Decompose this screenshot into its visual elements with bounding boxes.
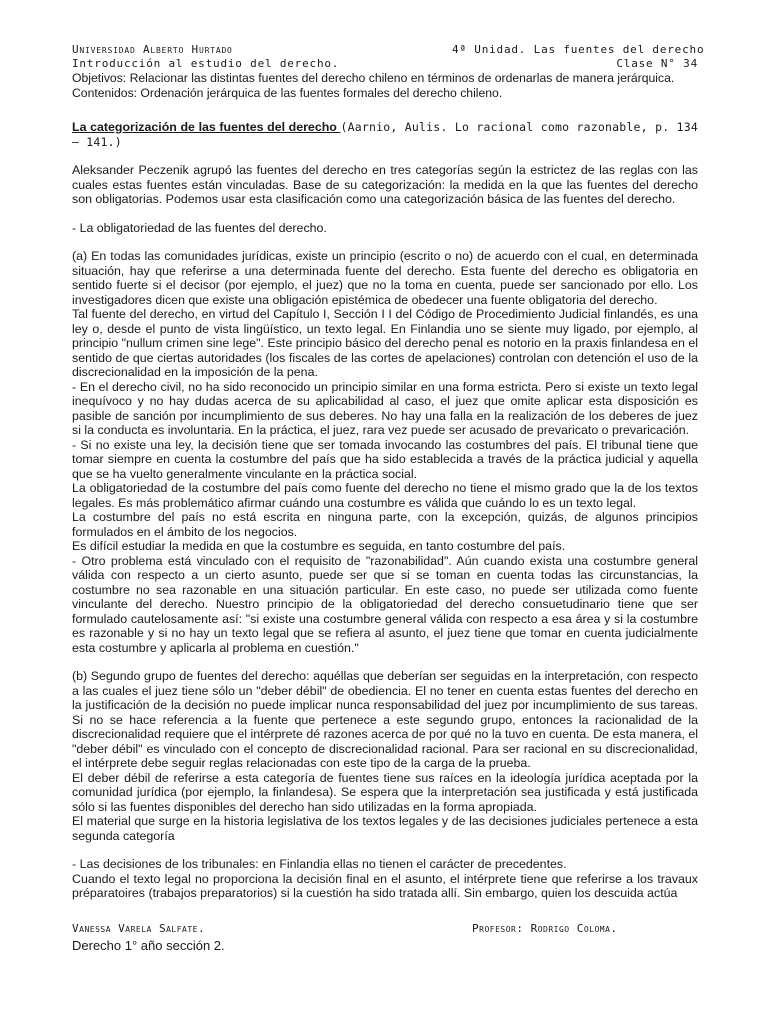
paragraph-a8: - Otro problema está vinculado con el requisito de "razonabilidad". Aún cuando exista una costumbre general válida con respecto a un cierto asunto, puede ser que si se toman en cuenta todas las circunstancias, la costumbre no sea razonable en una situación particular. En este caso, no puede ser utilizada como fuente vinculante del derecho. Nuestro principio de la obligatoriedad del derecho consuetudinario tiene que ser formulado cautelosamente así: "si existe una costumbre general válida con respecto a esa área y si la costumbre es razonable y si no hay un texto legal que se refiera al asunto, el juez tiene que tomar en cuenta judicialmente esta costumbre y aplicarla al problema en cuestión." — [72, 553, 698, 655]
paragraph-a5: La obligatoriedad de la costumbre del país como fuente del derecho no tiene el mismo grado que la de los textos legales. Es más problemático afirmar cuándo una costumbre es válida que cuándo lo es un texto legal. — [72, 481, 698, 510]
main-body — [72, 120, 698, 901]
professor-name: Profesor: Rodrigo Coloma. — [472, 922, 618, 935]
paragraph-b3: El material que surge en la historia legislativa de los textos legales y de las decisiones judiciales pertenece a esta segunda categoría — [72, 814, 698, 843]
paragraph-intro: Aleksander Peczenik agrupó las fuentes del derecho en tres categorías según la estrictez de las reglas con las cuales estas fuentes están vinculadas. Base de su categorización: la medida en la que las fuentes del derecho son obligatorias. Podemos usar esta clasificación como una categorización básica de las fuentes del derecho. — [72, 163, 698, 206]
student-name: Vanessa Varela Salfate. — [72, 922, 206, 935]
paragraph-a3: - En el derecho civil, no ha sido reconocido un principio similar en una forma estricta. Pero si existe un texto legal inequívoco y no hay dudas acerca de su aplicabilidad al caso, el juez que omite aplicar esta disposición es pasible de sanción por incumplimiento de sus deberes. No hay una falla en la realización de los deberes de juez si la conducta es involuntaria. En la práctica, el juez, rara vez puede ser acusado de prevaricato o prevaricación. — [72, 379, 698, 437]
paragraph-a7: Es difícil estudiar la medida en que la costumbre es seguida, en tanto costumbre del país. — [72, 539, 566, 553]
course-section: Derecho 1° año sección 2. — [72, 938, 225, 953]
section-heading — [72, 120, 698, 149]
header-line-2 — [72, 57, 700, 70]
paragraph-a4: - Si no existe una ley, la decisión tiene que ser tomada invocando las costumbres del país. El tribunal tiene que tomar siempre en cuenta la costumbre del país que ha sido establecida a través de la práctica judicial y aquella que se ha vuelto generalmente vinculante en la práctica social. — [72, 437, 698, 481]
paragraph-a2: Tal fuente del derecho, en virtud del Capítulo I, Sección I I del Código de Procedimiento Judicial finlandés, es una ley o, desde el punto de vista lingüístico, un texto legal. En Finlandia uno se siente muy ligado, por ejemplo, al principio "nullum crimen sine lege". Este principio básico del derecho penal es notorio en la praxis finlandesa en el sentido de que ciertas autoridades (los fiscales de las cortes de apelaciones) controlan con detención el uso de la discrecionalidad en la imposición de la pena. — [72, 307, 698, 379]
contents: Contenidos: Ordenación jerárquica de las fuentes formales del derecho chileno. — [72, 86, 503, 100]
header-line-1 — [72, 43, 705, 56]
footer — [72, 922, 700, 953]
paragraph-c1: - Las decisiones de los tribunales: en Finlandia ellas no tienen el carácter de precedentes. — [72, 857, 567, 871]
class-number: Clase N° 34 — [616, 57, 698, 70]
paragraph-b2: El deber débil de referirse a esta categoría de fuentes tiene sus raíces en la ideología jurídica aceptada por la comunidad jurídica (por ejemplo, la finlandesa). Se espera que la interpretación sea justificada y está justificada sólo si las fuentes disponibles del derecho han sido utilizadas en la forma apropiada. — [72, 770, 698, 814]
paragraph-b1: (b) Segundo grupo de fuentes del derecho: aquéllas que deberían ser seguidas en la interpretación, con respecto a las cuales el juez tiene sólo un "deber débil" de obediencia. El no tener en cuenta estas fuentes del derecho en la justificación de la decisión no puede implicar nunca responsabilidad del juez por incumplimiento de sus tareas. Si no se hace referencia a la fuente que pertenece a este segundo grupo, entonces la racionalidad de la discrecionalidad requiere que el intérprete dé razones acerca de por qué no la tuvo en cuenta. De esta manera, el "deber débil" es vinculado con el concepto de discrecionalidad racional. Para ser racional en su discrecionalidad, el intérprete debe seguir reglas relacionadas con este tipo de la carga de la prueba. — [72, 669, 698, 770]
university-name: Universidad Alberto Hurtado — [72, 43, 233, 56]
unit-title: 4ª Unidad. Las fuentes del derecho — [452, 43, 705, 56]
section-title: La categorización de las fuentes del derecho — [72, 120, 341, 134]
section-citation: (Aarnio, Aulis. Lo racional como razonable, p. 134 – 141.) — [72, 120, 698, 149]
paragraph-c2: Cuando el texto legal no proporciona la decisión final en el asunto, el intérprete tiene que referirse a los travaux préparatoires (trabajos preparatorios) si la cuestión ha sido tratada allí. Sin embargo, quien los descuida actúa — [72, 871, 698, 900]
paragraph-a1: (a) En todas las comunidades jurídicas, existe un principio (escrito o no) de acuerdo con el cual, en determinada situación, hay que referirse a una determinada fuente del derecho. Esta fuente del derecho es obligatoria en sentido fuerte si el decisor (por ejemplo, el juez) que no la toma en cuenta, puede ser sancionado por ello. Los investigadores dicen que existe una obligación epistémica de obedecer una fuente obligatoria del derecho. — [72, 249, 698, 307]
course-name: Introducción al estudio del derecho. — [72, 57, 340, 70]
paragraph-a6: La costumbre del país no está escrita en ninguna parte, con la excepción, quizás, de algunos principios formulados en el ámbito de los negocios. — [72, 510, 698, 539]
objectives: Objetivos: Relacionar las distintas fuentes del derecho chileno en términos de ordenarlas de manera jerárquica. — [72, 71, 675, 85]
paragraph-heading-obligatoriedad: - La obligatoriedad de las fuentes del derecho. — [72, 220, 327, 235]
